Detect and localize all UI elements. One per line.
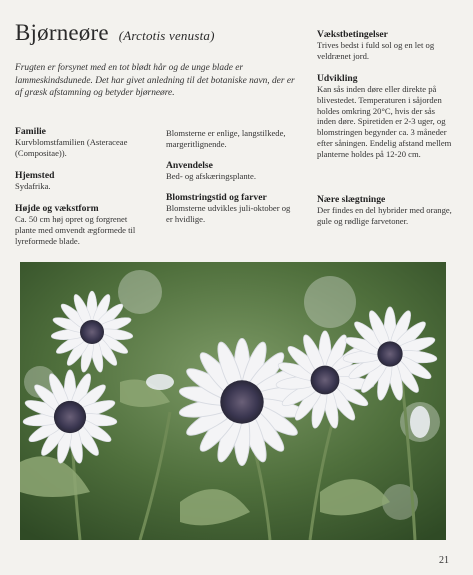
text-anvendelse: Bed- og afskæringsplante. (166, 171, 256, 181)
heading-familie: Familie (15, 126, 46, 137)
text-hojde: Ca. 50 cm høj opret og forgrenet plante med omvendt ægformede til lyreformede blade. (15, 214, 136, 246)
section-udvikling (317, 73, 453, 160)
text-blomster: Blomsterne er enlige, langstilkede, margeritlignende. (166, 128, 286, 149)
text-familie: Kurvblomstfamilien (Asteraceae (Compositae)). (15, 137, 128, 158)
section-blomstring (166, 192, 296, 225)
section-blomster (166, 128, 296, 150)
heading-blomstring: Blomstringstid og farver (166, 192, 267, 203)
intro-paragraph: Frugten er forsynet med en tot blødt hår og de unge blade er lammeskindsdunede. Det har givet anledning til det botaniske navn, der er af græsk afstamning og betyder bjørneøre. (15, 63, 295, 99)
text-vaekst: Trives bedst i fuld sol og en let og veldrænet jord. (317, 40, 435, 61)
heading-slaegt: Nære slægtninge (317, 194, 386, 205)
section-anvendelse (166, 160, 296, 182)
text-slaegt: Der findes en del hybrider med orange, gule og rødlige farvetoner. (317, 205, 452, 226)
text-udvikling: Kan sås inden døre eller direkte på blivestedet. Temperaturen i såjorden holdes omkring 20°C, hvis der sås inden døre. Spiretiden er 2-3 uger, og blomstringen begynder ca. 3 måneder efter såningen. Endelig afstand mellem planterne holdes på 12-20 cm. (317, 84, 452, 159)
heading-hojde: Højde og vækstform (15, 203, 99, 214)
heading-hjemsted: Hjemsted (15, 170, 55, 181)
heading-anvendelse: Anvendelse (166, 160, 213, 171)
title-latin: (Arctotis venusta) (118, 28, 215, 43)
section-familie (15, 126, 145, 159)
page-number: 21 (439, 555, 449, 566)
section-vaekst (317, 29, 453, 62)
title-main: Bjørneøre (15, 20, 109, 45)
section-hjemsted (15, 170, 145, 192)
flower-photo (20, 262, 446, 540)
page-title (15, 20, 215, 49)
text-blomstring: Blomsterne udvikles juli-oktober og er hvidlige. (166, 203, 291, 224)
section-hojde (15, 203, 150, 246)
section-slaegt (317, 194, 453, 227)
flower-photo-drawing (20, 262, 446, 540)
text-hjemsted: Sydafrika. (15, 181, 51, 191)
heading-udvikling: Udvikling (317, 73, 358, 84)
heading-vaekst: Vækstbetingelser (317, 29, 388, 40)
